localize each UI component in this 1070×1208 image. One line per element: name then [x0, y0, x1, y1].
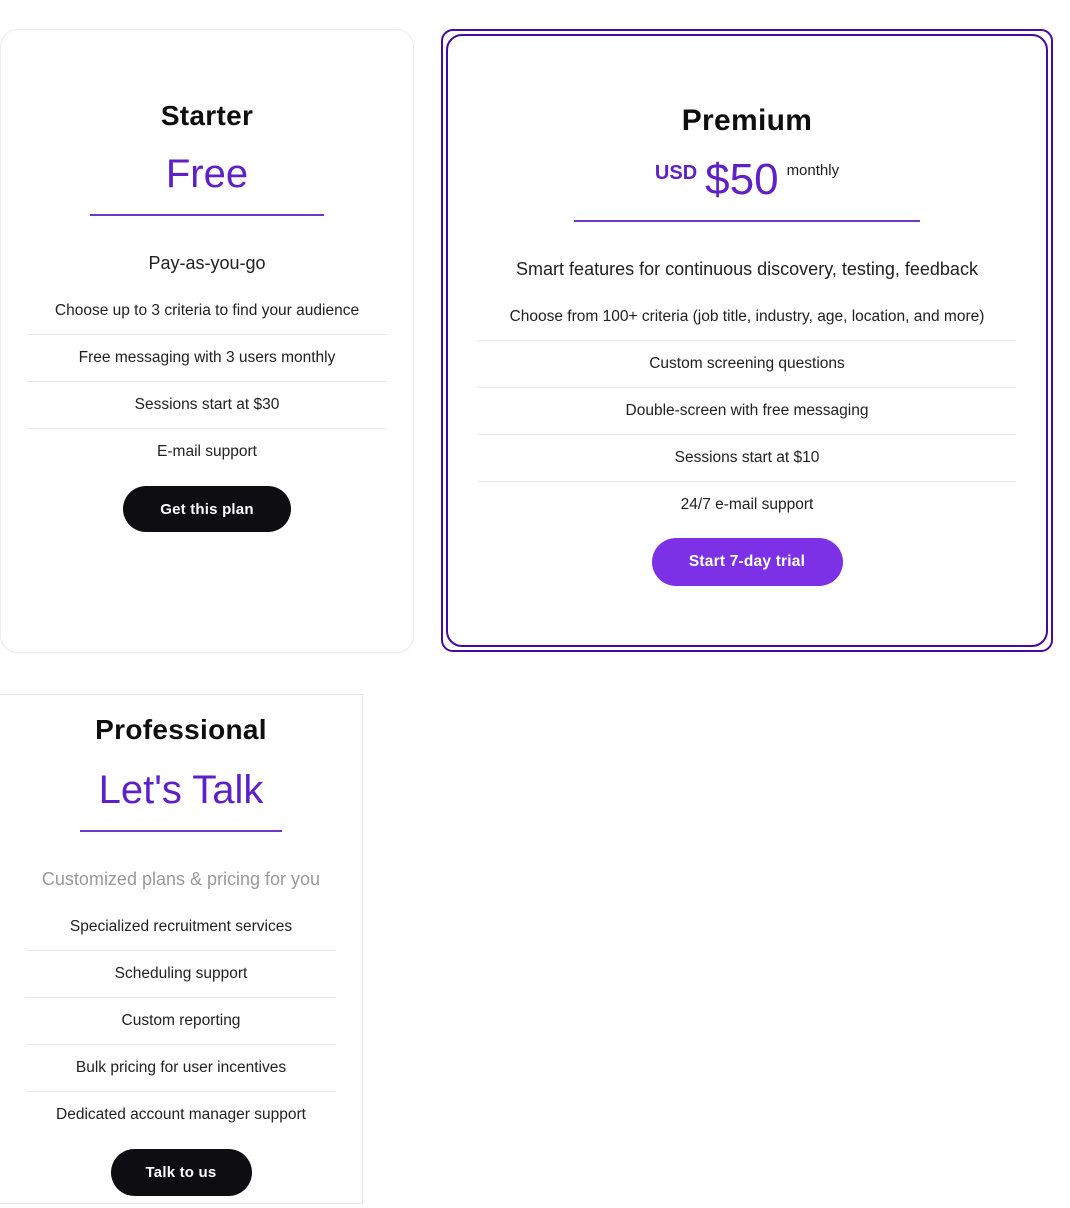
plan-subtitle: Pay-as-you-go — [148, 253, 266, 273]
professional-plan-card — [0, 694, 363, 1204]
plan-price: Free — [165, 152, 249, 196]
plan-name: Professional — [95, 714, 267, 745]
feature-item: Bulk pricing for user incentives — [26, 1044, 336, 1091]
plan-price: Let's Talk — [98, 768, 264, 812]
plan-subtitle: Smart features for continuous discovery, testing, feedback — [516, 259, 978, 279]
price-period: monthly — [786, 162, 840, 179]
get-this-plan-button[interactable]: Get this plan — [123, 486, 291, 532]
premium-plan-card — [441, 29, 1053, 652]
feature-item: Double-screen with free messaging — [478, 387, 1016, 434]
title-underline — [90, 214, 324, 216]
plan-subtitle: Customized plans & pricing for you — [41, 869, 321, 889]
price-amount: $50 — [705, 155, 779, 204]
feature-item: Free messaging with 3 users monthly — [27, 334, 387, 381]
feature-list — [27, 288, 387, 475]
feature-item: Choose from 100+ criteria (job title, industry, age, location, and more) — [509, 308, 985, 325]
title-underline — [80, 830, 282, 832]
plan-price — [448, 154, 1046, 206]
start-trial-button[interactable]: Start 7-day trial — [652, 538, 843, 586]
feature-item: Custom screening questions — [478, 340, 1016, 387]
price-currency: USD — [654, 162, 698, 184]
feature-item: Custom reporting — [26, 997, 336, 1044]
feature-item: Dedicated account manager support — [26, 1091, 336, 1138]
feature-item: Sessions start at $30 — [27, 381, 387, 428]
feature-list — [26, 904, 336, 1138]
feature-item: Choose up to 3 criteria to find your audience — [54, 302, 360, 319]
plan-name: Starter — [160, 100, 254, 131]
feature-item: Scheduling support — [26, 950, 336, 997]
premium-plan-card-inner — [446, 34, 1048, 647]
plan-name: Premium — [681, 104, 813, 137]
feature-list — [478, 294, 1016, 528]
title-underline — [574, 220, 920, 222]
starter-plan-card — [0, 29, 414, 653]
feature-item: 24/7 e-mail support — [478, 481, 1016, 528]
talk-to-us-button[interactable]: Talk to us — [111, 1149, 252, 1196]
feature-item: Specialized recruitment services — [69, 918, 293, 935]
feature-item: E-mail support — [27, 428, 387, 475]
feature-item: Sessions start at $10 — [478, 434, 1016, 481]
